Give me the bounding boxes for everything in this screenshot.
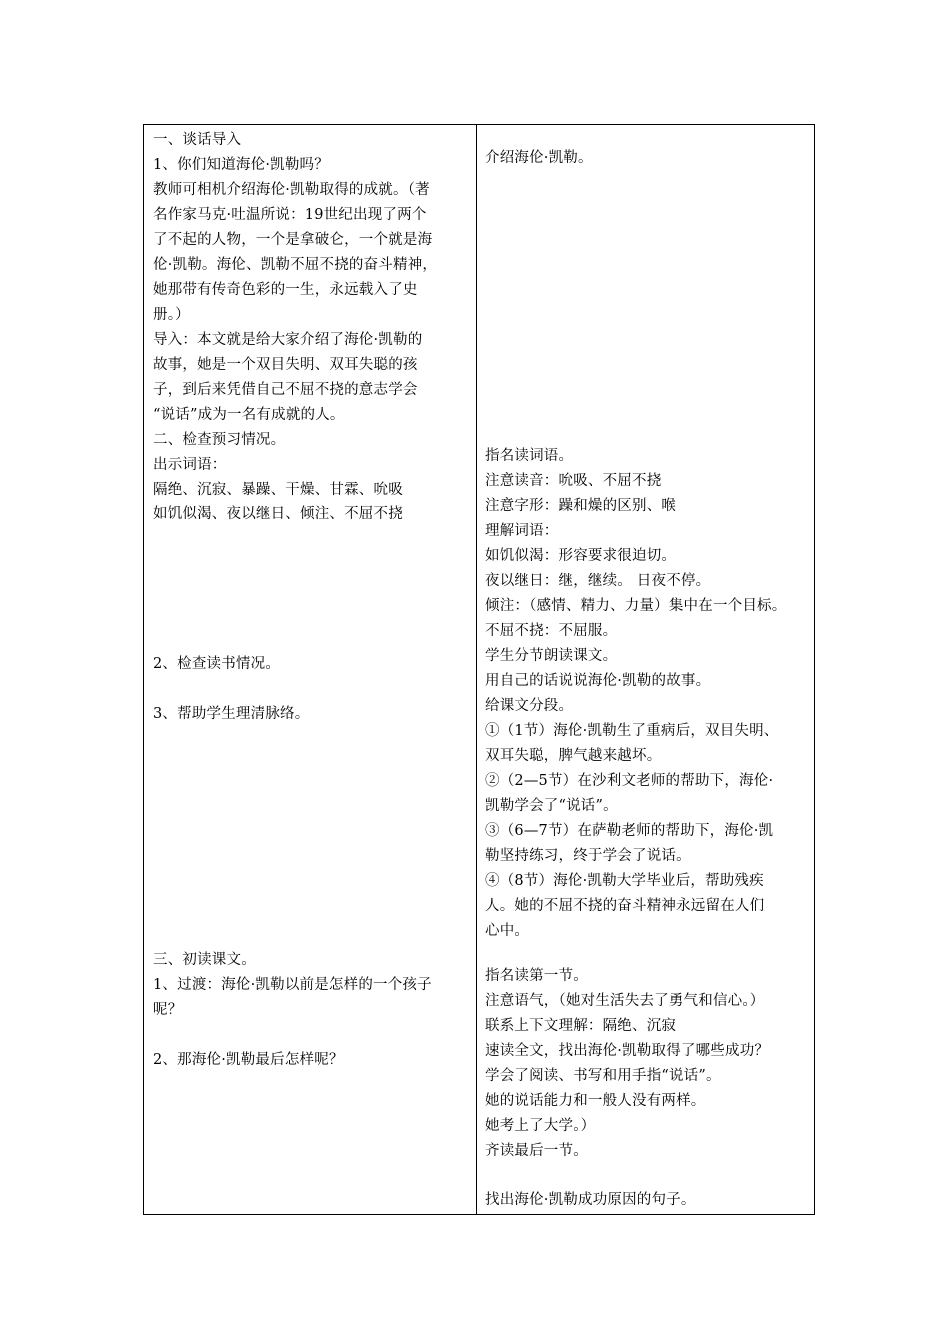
text-line: 凯勒学会了“说话”。 [485, 798, 618, 814]
section-heading: 二、检查预习情况。 [153, 432, 286, 448]
lesson-plan-table [143, 124, 815, 1215]
text-line: 隔绝、沉寂、暴躁、干燥、甘霖、吮吸 [153, 482, 403, 498]
text-line: 导入：本文就是给大家介绍了海伦·凯勒的 [153, 332, 423, 348]
text-line: 3、帮助学生理清脉络。 [153, 706, 310, 722]
text-line: 心中。 [485, 923, 530, 939]
text-line: ④（8节）海伦·凯勒大学毕业后，帮助残疾 [485, 873, 764, 889]
text-line: 她那带有传奇色彩的一生，永远载入了史 [153, 282, 418, 298]
text-line: 不屈不挠：不屈服。 [485, 623, 618, 639]
text-line: 双耳失聪，脾气越来越坏。 [485, 748, 662, 764]
text-line: ③（6—7节）在萨勒老师的帮助下，海伦·凯 [485, 823, 774, 839]
text-line: 1、过渡：海伦·凯勒以前是怎样的一个孩子 [153, 977, 432, 993]
section-heading: 三、初读课文。 [153, 952, 256, 968]
text-line: 倾注：（感情、精力、力量）集中在一个目标。 [485, 598, 787, 614]
text-line: 找出海伦·凯勒成功原因的句子。 [485, 1192, 696, 1208]
text-line: 给课文分段。 [485, 698, 574, 714]
text-line: 教师可相机介绍海伦·凯勒取得的成就。（著 [153, 182, 430, 198]
text-line: 人。她的不屈不挠的奋斗精神永远留在人们 [485, 898, 765, 914]
text-line: 了不起的人物，一个是拿破仑，一个就是海 [153, 232, 433, 248]
column-divider [476, 125, 477, 1214]
text-line: 注意字形：躁和燥的区别、喉 [485, 498, 677, 514]
text-line: 注意语气，（她对生活失去了勇气和信心。） [485, 993, 765, 1009]
text-line: 齐读最后一节。 [485, 1143, 588, 1159]
text-line: 2、检查读书情况。 [153, 656, 281, 672]
text-line: “说话”成为一名有成就的人。 [153, 407, 345, 423]
text-line: 如饥似渴：形容要求很迫切。 [485, 548, 677, 564]
text-line: 指名读第一节。 [485, 968, 588, 984]
text-line: 联系上下文理解：隔绝、沉寂 [485, 1018, 677, 1034]
text-line: 2、那海伦·凯勒最后怎样呢？ [153, 1052, 344, 1068]
text-line: 指名读词语。 [485, 448, 574, 464]
text-line: 名作家马克·吐温所说：19世纪出现了两个 [153, 207, 427, 223]
text-line: 出示词语： [153, 457, 227, 473]
text-line: ①（1节）海伦·凯勒生了重病后，双目失明、 [485, 723, 779, 739]
text-line: 呢？ [153, 1002, 183, 1018]
text-line: 子，到后来凭借自己不屈不挠的意志学会 [153, 382, 418, 398]
text-line: 学生分节朗读课文。 [485, 648, 618, 664]
text-line: 故事，她是一个双目失明、双耳失聪的孩 [153, 357, 418, 373]
text-line: 她的说话能力和一般人没有两样。 [485, 1093, 706, 1109]
text-line: 注意读音：吮吸、不屈不挠 [485, 473, 662, 489]
text-line: 她考上了大学。） [485, 1118, 596, 1134]
text-line: 介绍海伦·凯勒。 [485, 150, 593, 166]
text-line: 伦·凯勒。海伦、凯勒不屈不挠的奋斗精神， [153, 257, 438, 273]
text-line: 学会了阅读、书写和用手指“说话”。 [485, 1068, 721, 1084]
text-line: ②（2—5节）在沙利文老师的帮助下，海伦· [485, 773, 774, 789]
text-line: 册。） [153, 307, 190, 323]
text-line: 理解词语： [485, 523, 559, 539]
text-line: 速读全文，找出海伦·凯勒取得了哪些成功？ [485, 1043, 770, 1059]
text-line: 用自己的话说说海伦·凯勒的故事。 [485, 673, 711, 689]
text-line: 勒坚持练习，终于学会了说话。 [485, 848, 691, 864]
text-line: 1、你们知道海伦·凯勒吗？ [153, 157, 329, 173]
section-heading: 一、谈话导入 [153, 132, 242, 148]
text-line: 夜以继日：继，继续。 日夜不停。 [485, 573, 711, 589]
text-line: 如饥似渴、夜以继日、倾注、不屈不挠 [153, 506, 403, 522]
